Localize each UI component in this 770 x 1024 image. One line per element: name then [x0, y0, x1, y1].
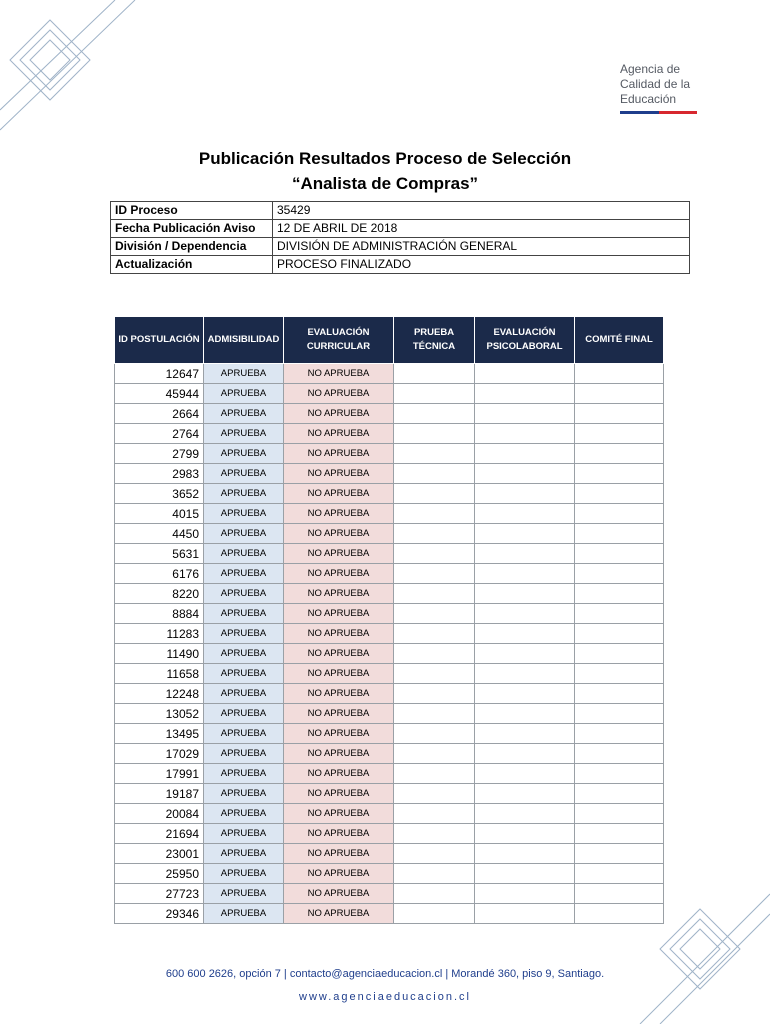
- cell-id: 8884: [115, 604, 204, 624]
- cell-psicolaboral: [475, 444, 575, 464]
- cell-id: 2799: [115, 444, 204, 464]
- cell-prueba-tecnica: [394, 544, 475, 564]
- cell-admisibilidad: APRUEBA: [204, 604, 284, 624]
- cell-comite-final: [575, 684, 664, 704]
- decorative-diamonds-top-left: [0, 0, 140, 140]
- cell-curricular: NO APRUEBA: [284, 764, 394, 784]
- cell-curricular: NO APRUEBA: [284, 644, 394, 664]
- table-row: [115, 864, 664, 884]
- cell-id: 11658: [115, 664, 204, 684]
- cell-admisibilidad: APRUEBA: [204, 804, 284, 824]
- cell-admisibilidad: APRUEBA: [204, 464, 284, 484]
- info-key: ID Proceso: [111, 202, 273, 220]
- cell-admisibilidad: APRUEBA: [204, 404, 284, 424]
- cell-prueba-tecnica: [394, 784, 475, 804]
- title-line-2: “Analista de Compras”: [291, 174, 479, 193]
- cell-id: 27723: [115, 884, 204, 904]
- cell-comite-final: [575, 624, 664, 644]
- table-row: [115, 804, 664, 824]
- table-row: [115, 544, 664, 564]
- info-row: [111, 202, 690, 220]
- header-comite-final: COMITÉ FINAL: [575, 317, 664, 364]
- cell-admisibilidad: APRUEBA: [204, 724, 284, 744]
- cell-psicolaboral: [475, 484, 575, 504]
- cell-psicolaboral: [475, 664, 575, 684]
- cell-admisibilidad: APRUEBA: [204, 904, 284, 924]
- table-row: [115, 604, 664, 624]
- cell-admisibilidad: APRUEBA: [204, 864, 284, 884]
- cell-comite-final: [575, 884, 664, 904]
- cell-curricular: NO APRUEBA: [284, 384, 394, 404]
- cell-id: 3652: [115, 484, 204, 504]
- cell-curricular: NO APRUEBA: [284, 624, 394, 644]
- cell-psicolaboral: [475, 844, 575, 864]
- cell-psicolaboral: [475, 384, 575, 404]
- cell-psicolaboral: [475, 584, 575, 604]
- cell-curricular: NO APRUEBA: [284, 584, 394, 604]
- cell-prueba-tecnica: [394, 464, 475, 484]
- cell-curricular: NO APRUEBA: [284, 524, 394, 544]
- cell-id: 2764: [115, 424, 204, 444]
- cell-admisibilidad: APRUEBA: [204, 544, 284, 564]
- cell-id: 6176: [115, 564, 204, 584]
- cell-admisibilidad: APRUEBA: [204, 424, 284, 444]
- cell-curricular: NO APRUEBA: [284, 604, 394, 624]
- cell-prueba-tecnica: [394, 744, 475, 764]
- table-row: [115, 404, 664, 424]
- cell-admisibilidad: APRUEBA: [204, 684, 284, 704]
- cell-curricular: NO APRUEBA: [284, 884, 394, 904]
- cell-prueba-tecnica: [394, 844, 475, 864]
- table-row: [115, 744, 664, 764]
- cell-admisibilidad: APRUEBA: [204, 744, 284, 764]
- cell-admisibilidad: APRUEBA: [204, 524, 284, 544]
- cell-curricular: NO APRUEBA: [284, 684, 394, 704]
- cell-id: 5631: [115, 544, 204, 564]
- cell-psicolaboral: [475, 504, 575, 524]
- info-row: [111, 238, 690, 256]
- cell-curricular: NO APRUEBA: [284, 464, 394, 484]
- table-row: [115, 484, 664, 504]
- table-row: [115, 584, 664, 604]
- table-row: [115, 844, 664, 864]
- cell-comite-final: [575, 724, 664, 744]
- cell-comite-final: [575, 744, 664, 764]
- table-row: [115, 704, 664, 724]
- cell-curricular: NO APRUEBA: [284, 544, 394, 564]
- process-info-table: [110, 201, 690, 274]
- cell-curricular: NO APRUEBA: [284, 444, 394, 464]
- cell-comite-final: [575, 424, 664, 444]
- cell-prueba-tecnica: [394, 584, 475, 604]
- cell-psicolaboral: [475, 604, 575, 624]
- cell-psicolaboral: [475, 684, 575, 704]
- cell-curricular: NO APRUEBA: [284, 484, 394, 504]
- header-curricular: EVALUACIÓN CURRICULAR: [284, 317, 394, 364]
- cell-comite-final: [575, 864, 664, 884]
- cell-prueba-tecnica: [394, 604, 475, 624]
- cell-psicolaboral: [475, 884, 575, 904]
- cell-curricular: NO APRUEBA: [284, 504, 394, 524]
- cell-id: 17029: [115, 744, 204, 764]
- table-row: [115, 764, 664, 784]
- cell-prueba-tecnica: [394, 424, 475, 444]
- cell-id: 25950: [115, 864, 204, 884]
- cell-prueba-tecnica: [394, 484, 475, 504]
- cell-prueba-tecnica: [394, 364, 475, 384]
- cell-prueba-tecnica: [394, 884, 475, 904]
- cell-comite-final: [575, 844, 664, 864]
- table-row: [115, 444, 664, 464]
- cell-admisibilidad: APRUEBA: [204, 884, 284, 904]
- cell-id: 17991: [115, 764, 204, 784]
- cell-admisibilidad: APRUEBA: [204, 444, 284, 464]
- info-row: [111, 256, 690, 274]
- cell-comite-final: [575, 704, 664, 724]
- cell-comite-final: [575, 784, 664, 804]
- cell-curricular: NO APRUEBA: [284, 364, 394, 384]
- cell-psicolaboral: [475, 524, 575, 544]
- cell-prueba-tecnica: [394, 404, 475, 424]
- title-line-1: Publicación Resultados Proceso de Selección: [198, 149, 572, 168]
- cell-admisibilidad: APRUEBA: [204, 784, 284, 804]
- table-row: [115, 724, 664, 744]
- cell-curricular: NO APRUEBA: [284, 704, 394, 724]
- cell-admisibilidad: APRUEBA: [204, 364, 284, 384]
- cell-id: 2983: [115, 464, 204, 484]
- cell-prueba-tecnica: [394, 504, 475, 524]
- cell-comite-final: [575, 364, 664, 384]
- info-key: Actualización: [111, 256, 273, 274]
- table-row: [115, 664, 664, 684]
- cell-id: 45944: [115, 384, 204, 404]
- cell-curricular: NO APRUEBA: [284, 864, 394, 884]
- cell-psicolaboral: [475, 764, 575, 784]
- cell-prueba-tecnica: [394, 824, 475, 844]
- cell-comite-final: [575, 664, 664, 684]
- cell-id: 21694: [115, 824, 204, 844]
- cell-psicolaboral: [475, 364, 575, 384]
- cell-curricular: NO APRUEBA: [284, 424, 394, 444]
- cell-admisibilidad: APRUEBA: [204, 824, 284, 844]
- info-value: 35429: [273, 202, 690, 220]
- cell-curricular: NO APRUEBA: [284, 824, 394, 844]
- table-row: [115, 384, 664, 404]
- cell-id: 2664: [115, 404, 204, 424]
- cell-comite-final: [575, 524, 664, 544]
- results-table: [114, 316, 664, 924]
- cell-curricular: NO APRUEBA: [284, 664, 394, 684]
- page-title: [0, 146, 770, 196]
- cell-psicolaboral: [475, 904, 575, 924]
- table-row: [115, 904, 664, 924]
- info-key: Fecha Publicación Aviso: [111, 220, 273, 238]
- table-row: [115, 784, 664, 804]
- cell-prueba-tecnica: [394, 624, 475, 644]
- cell-psicolaboral: [475, 804, 575, 824]
- info-value: DIVISIÓN DE ADMINISTRACIÓN GENERAL: [273, 238, 690, 256]
- cell-curricular: NO APRUEBA: [284, 404, 394, 424]
- cell-comite-final: [575, 904, 664, 924]
- cell-psicolaboral: [475, 624, 575, 644]
- cell-prueba-tecnica: [394, 664, 475, 684]
- cell-psicolaboral: [475, 644, 575, 664]
- info-value: 12 DE ABRIL DE 2018: [273, 220, 690, 238]
- cell-curricular: NO APRUEBA: [284, 804, 394, 824]
- cell-comite-final: [575, 644, 664, 664]
- cell-admisibilidad: APRUEBA: [204, 664, 284, 684]
- cell-prueba-tecnica: [394, 804, 475, 824]
- cell-comite-final: [575, 544, 664, 564]
- cell-admisibilidad: APRUEBA: [204, 564, 284, 584]
- table-row: [115, 644, 664, 664]
- cell-comite-final: [575, 824, 664, 844]
- header-prueba-tecnica: PRUEBA TÉCNICA: [394, 317, 475, 364]
- info-row: [111, 220, 690, 238]
- cell-prueba-tecnica: [394, 564, 475, 584]
- cell-comite-final: [575, 604, 664, 624]
- cell-id: 12647: [115, 364, 204, 384]
- cell-curricular: NO APRUEBA: [284, 724, 394, 744]
- cell-admisibilidad: APRUEBA: [204, 764, 284, 784]
- table-row: [115, 524, 664, 544]
- cell-admisibilidad: APRUEBA: [204, 384, 284, 404]
- cell-id: 11283: [115, 624, 204, 644]
- cell-psicolaboral: [475, 564, 575, 584]
- table-row: [115, 364, 664, 384]
- cell-admisibilidad: APRUEBA: [204, 844, 284, 864]
- cell-id: 12248: [115, 684, 204, 704]
- cell-comite-final: [575, 484, 664, 504]
- cell-curricular: NO APRUEBA: [284, 564, 394, 584]
- table-row: [115, 884, 664, 904]
- cell-psicolaboral: [475, 864, 575, 884]
- table-row: [115, 684, 664, 704]
- cell-psicolaboral: [475, 404, 575, 424]
- cell-curricular: NO APRUEBA: [284, 844, 394, 864]
- cell-psicolaboral: [475, 824, 575, 844]
- cell-admisibilidad: APRUEBA: [204, 504, 284, 524]
- cell-psicolaboral: [475, 464, 575, 484]
- cell-admisibilidad: APRUEBA: [204, 624, 284, 644]
- cell-psicolaboral: [475, 744, 575, 764]
- cell-comite-final: [575, 464, 664, 484]
- cell-prueba-tecnica: [394, 704, 475, 724]
- cell-id: 13052: [115, 704, 204, 724]
- table-row: [115, 504, 664, 524]
- footer-website: www.agenciaeducacion.cl: [299, 991, 471, 1003]
- cell-comite-final: [575, 444, 664, 464]
- cell-psicolaboral: [475, 424, 575, 444]
- table-row: [115, 424, 664, 444]
- header-psicolaboral: EVALUACIÓN PSICOLABORAL: [475, 317, 575, 364]
- cell-prueba-tecnica: [394, 524, 475, 544]
- results-header-row: [115, 317, 664, 364]
- cell-prueba-tecnica: [394, 864, 475, 884]
- table-row: [115, 564, 664, 584]
- cell-psicolaboral: [475, 724, 575, 744]
- cell-id: 8220: [115, 584, 204, 604]
- info-value: PROCESO FINALIZADO: [273, 256, 690, 274]
- logo-flag-bar: [620, 111, 697, 114]
- info-key: División / Dependencia: [111, 238, 273, 256]
- cell-id: 4450: [115, 524, 204, 544]
- agency-logo: [620, 62, 700, 114]
- cell-comite-final: [575, 764, 664, 784]
- cell-admisibilidad: APRUEBA: [204, 704, 284, 724]
- cell-psicolaboral: [475, 784, 575, 804]
- cell-comite-final: [575, 584, 664, 604]
- header-id: ID POSTULACIÓN: [115, 317, 204, 364]
- cell-comite-final: [575, 564, 664, 584]
- cell-admisibilidad: APRUEBA: [204, 644, 284, 664]
- cell-prueba-tecnica: [394, 684, 475, 704]
- cell-prueba-tecnica: [394, 384, 475, 404]
- table-row: [115, 624, 664, 644]
- cell-id: 4015: [115, 504, 204, 524]
- cell-comite-final: [575, 384, 664, 404]
- cell-prueba-tecnica: [394, 904, 475, 924]
- cell-id: 29346: [115, 904, 204, 924]
- table-row: [115, 464, 664, 484]
- cell-id: 20084: [115, 804, 204, 824]
- header-admisibilidad: ADMISIBILIDAD: [204, 317, 284, 364]
- cell-curricular: NO APRUEBA: [284, 784, 394, 804]
- cell-comite-final: [575, 504, 664, 524]
- footer-contact: 600 600 2626, opción 7 | contacto@agenciaeducacion.cl | Morandé 360, piso 9, Santiago.: [165, 968, 605, 980]
- cell-curricular: NO APRUEBA: [284, 744, 394, 764]
- logo-text: Agencia de Calidad de la Educación: [620, 62, 691, 106]
- cell-admisibilidad: APRUEBA: [204, 584, 284, 604]
- cell-prueba-tecnica: [394, 724, 475, 744]
- cell-id: 13495: [115, 724, 204, 744]
- cell-prueba-tecnica: [394, 444, 475, 464]
- cell-psicolaboral: [475, 544, 575, 564]
- cell-admisibilidad: APRUEBA: [204, 484, 284, 504]
- cell-id: 11490: [115, 644, 204, 664]
- cell-prueba-tecnica: [394, 764, 475, 784]
- cell-id: 19187: [115, 784, 204, 804]
- cell-id: 23001: [115, 844, 204, 864]
- cell-psicolaboral: [475, 704, 575, 724]
- table-row: [115, 824, 664, 844]
- cell-curricular: NO APRUEBA: [284, 904, 394, 924]
- cell-comite-final: [575, 804, 664, 824]
- cell-prueba-tecnica: [394, 644, 475, 664]
- cell-comite-final: [575, 404, 664, 424]
